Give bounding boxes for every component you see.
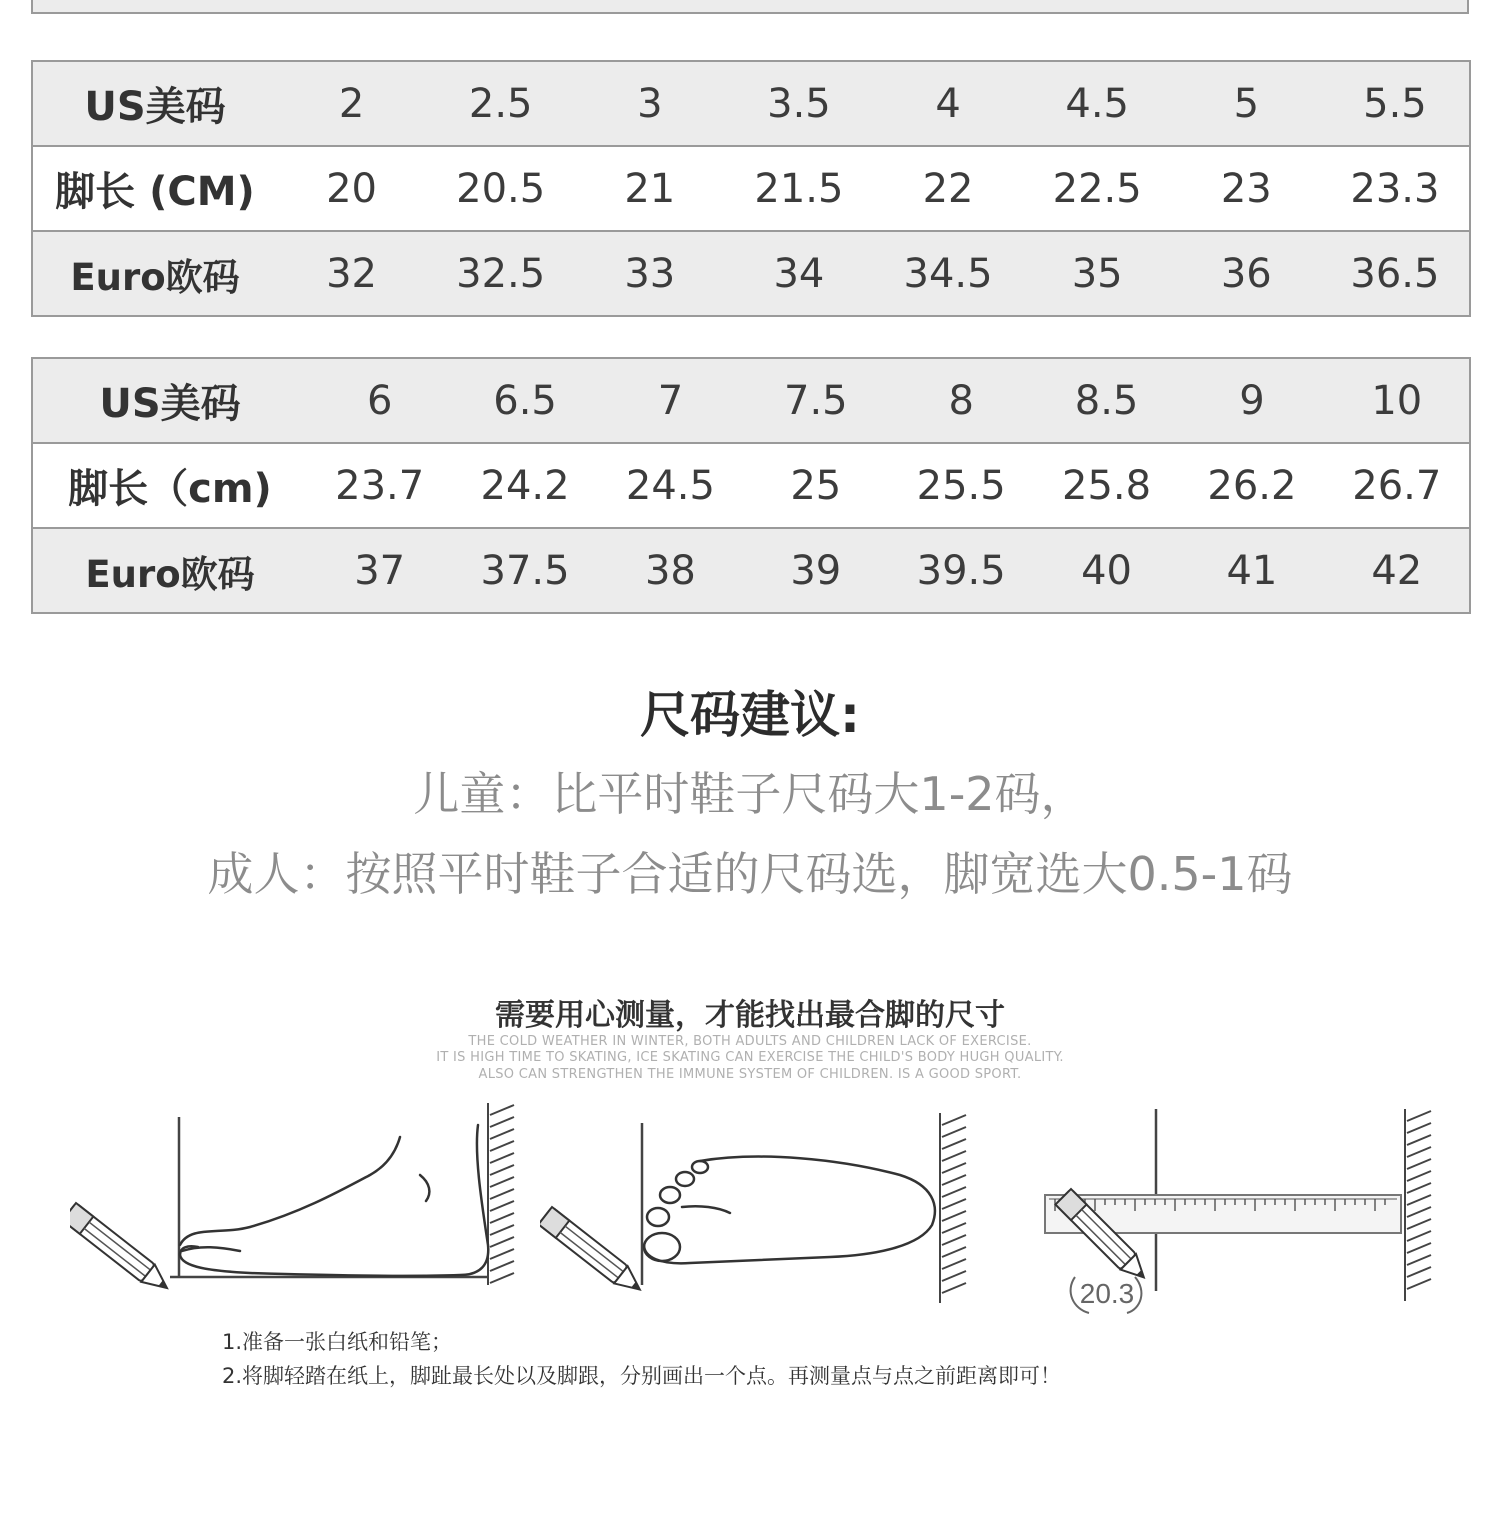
table-cell: 34: [724, 231, 873, 316]
table-cell: 25: [743, 443, 888, 528]
foot-side-icon: [180, 1125, 488, 1276]
table-cell: 21: [575, 146, 724, 231]
table-cell: 22: [874, 146, 1023, 231]
table-cell: 7.5: [743, 358, 888, 443]
ruler-reading: 20.3: [1079, 1278, 1135, 1309]
measure-english-line: IT IS HIGH TIME TO SKATING, ICE SKATING CAN EXERCISE THE CHILD'S BODY HUGH QUALITY.: [436, 1050, 1064, 1065]
advice-title: 尺码建议:: [640, 686, 860, 744]
table-row: [32, 443, 1470, 528]
table-cell: 37: [307, 528, 452, 613]
table-cell: 22.5: [1023, 146, 1172, 231]
table-cell: 10: [1325, 358, 1470, 443]
measure-english-line: ALSO CAN STRENGTHEN THE IMMUNE SYSTEM OF CHILDREN. IS A GOOD SPORT.: [478, 1067, 1022, 1082]
measure-title: 需要用心测量，才能找出最合脚的尺寸: [495, 998, 1005, 1033]
table-cell: 6.5: [452, 358, 597, 443]
measure-step-1: 1.准备一张白纸和铅笔；: [222, 1330, 453, 1354]
row-label-euro: Euro欧码: [32, 231, 277, 316]
table-cell: 4.5: [1023, 61, 1172, 146]
table-cell: 24.5: [598, 443, 743, 528]
table-cell: 37.5: [452, 528, 597, 613]
table-row: [32, 231, 1470, 316]
table-cell: 7: [598, 358, 743, 443]
table-cell: 23.7: [307, 443, 452, 528]
table-cell: 41: [1179, 528, 1324, 613]
row-label-foot-length: 脚长（cm): [32, 443, 307, 528]
table-cell: 42: [1325, 528, 1470, 613]
size-table-2: [31, 357, 1471, 614]
table-cell: 33: [575, 231, 724, 316]
table-cell: 32: [277, 231, 426, 316]
measure-step-2: 2.将脚轻踏在纸上，脚趾最长处以及脚跟，分别画出一个点。再测量点与点之前距离即可！: [222, 1364, 1062, 1388]
table-cell: 40: [1034, 528, 1179, 613]
table-cell: 36: [1172, 231, 1321, 316]
table-cell: 8: [889, 358, 1034, 443]
table-cell: 36.5: [1321, 231, 1470, 316]
table-cell: 23.3: [1321, 146, 1470, 231]
ruler-illustration: [1035, 1095, 1445, 1325]
table-cell: 26.7: [1325, 443, 1470, 528]
table-cell: 39.5: [889, 528, 1034, 613]
table-cell: 34.5: [874, 231, 1023, 316]
table-cell: 8.5: [1034, 358, 1179, 443]
table-row: [32, 61, 1470, 146]
table-cell: 35: [1023, 231, 1172, 316]
table-cell: 2.5: [426, 61, 575, 146]
table-row: [32, 146, 1470, 231]
foot-top-icon: [644, 1157, 935, 1264]
row-label-foot-length: 脚长 (CM): [32, 146, 277, 231]
table-cell: 32.5: [426, 231, 575, 316]
table-cell: 4: [874, 61, 1023, 146]
table-cell: 38: [598, 528, 743, 613]
table-cell: 2: [277, 61, 426, 146]
table-cell: 9: [1179, 358, 1324, 443]
wall-icon: [1405, 1109, 1431, 1301]
table-cell: 20.5: [426, 146, 575, 231]
pencil-icon: [70, 1203, 174, 1297]
table-cell: 25.8: [1034, 443, 1179, 528]
wall-icon: [488, 1103, 514, 1285]
measure-english-line: THE COLD WEATHER IN WINTER, BOTH ADULTS AND CHILDREN LACK OF EXERCISE.: [468, 1034, 1032, 1049]
previous-table-edge: [31, 0, 1469, 14]
row-label-us: US美码: [32, 61, 277, 146]
table-cell: 24.2: [452, 443, 597, 528]
table-row: [32, 528, 1470, 613]
pencil-icon: [540, 1207, 647, 1298]
wall-icon: [940, 1113, 966, 1303]
foot-top-illustration: [540, 1095, 980, 1315]
table-row: [32, 358, 1470, 443]
table-cell: 21.5: [724, 146, 873, 231]
advice-adult: 成人：按照平时鞋子合适的尺码选，脚宽选大0.5-1码: [207, 847, 1293, 901]
table-cell: 3.5: [724, 61, 873, 146]
table-cell: 23: [1172, 146, 1321, 231]
size-table-1: [31, 60, 1471, 317]
table-cell: 20: [277, 146, 426, 231]
row-label-us: US美码: [32, 358, 307, 443]
advice-child: 儿童：比平时鞋子尺码大1-2码，: [413, 767, 1087, 821]
table-cell: 5.5: [1321, 61, 1470, 146]
table-cell: 5: [1172, 61, 1321, 146]
table-cell: 25.5: [889, 443, 1034, 528]
table-cell: 26.2: [1179, 443, 1324, 528]
table-cell: 6: [307, 358, 452, 443]
table-cell: 3: [575, 61, 724, 146]
row-label-euro: Euro欧码: [32, 528, 307, 613]
foot-side-illustration: [70, 1095, 530, 1315]
table-cell: 39: [743, 528, 888, 613]
